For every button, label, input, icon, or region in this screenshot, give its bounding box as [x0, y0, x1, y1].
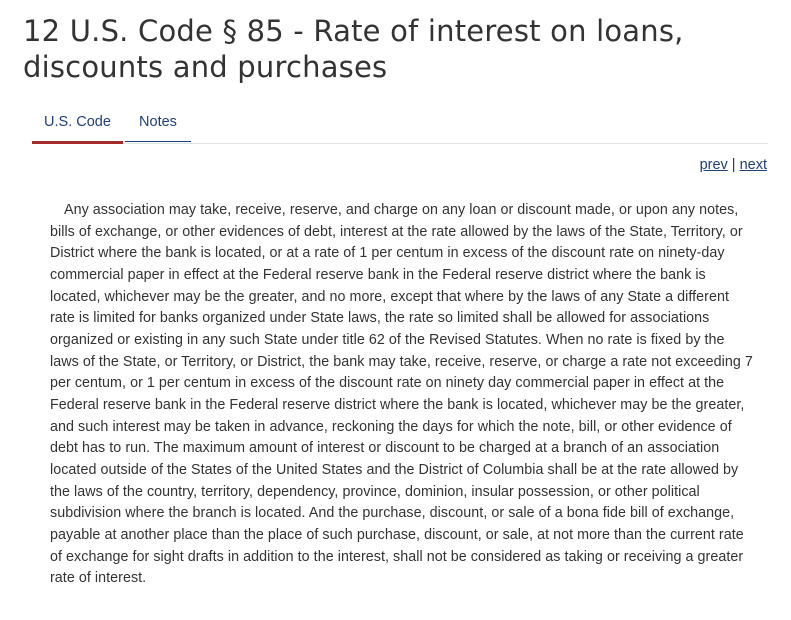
tab-notes[interactable]: Notes	[125, 103, 191, 142]
next-link[interactable]: next	[739, 157, 767, 173]
tab-us-code[interactable]: U.S. Code	[32, 103, 123, 144]
pager	[700, 157, 767, 173]
pager-separator: |	[731, 157, 736, 173]
page-title: 12 U.S. Code § 85 - Rate of interest on loans, discounts and purchases	[23, 14, 684, 84]
prev-link[interactable]: prev	[699, 157, 728, 173]
statute-text: Any association may take, receive, reserve, and charge on any loan or discount made, or upon any notes, bills of exchange, or other evidences of debt, interest at the rate allowed by the laws of the State, Territory, or District where the bank is located, or at a rate of 1 per centum in excess of the discount rate on ninety-day commercial paper in effect at the Federal reserve bank in the Federal reserve district where the bank is located, whichever may be the greater, and no more, except that where by the laws of any State a different rate is limited for banks organized under State laws, the rate so limited shall be allowed for associations organized or existing in any such State under title 62 of the Revised Statutes. When no rate is fixed by the laws of the State, or Territory, or District, the bank may take, receive, reserve, or charge a rate not exceeding 7 per centum, or 1 per centum in excess of the discount rate on ninety day commercial paper in effect at the Federal reserve bank in the Federal reserve district where the bank is located, whichever may be the greater, and such interest may be taken in advance, reckoning the days for which the note, bill, or other evidence of debt has to run. The maximum amount of interest or discount to be charged at a branch of an association located outside of the States of the United States and the District of Columbia shall be at the rate allowed by the laws of the country, territory, dependency, province, dominion, insular possession, or other political subdivision where the branch is located. And the purchase, discount, or sale of a bona fide bill of exchange, payable at another place than the place of such purchase, discount, or sale, at not more than the current rate of exchange for sight drafts in addition to the interest, shall not be considered as taking or receiving a greater rate of interest.	[50, 202, 753, 587]
tab-bar	[32, 103, 768, 144]
